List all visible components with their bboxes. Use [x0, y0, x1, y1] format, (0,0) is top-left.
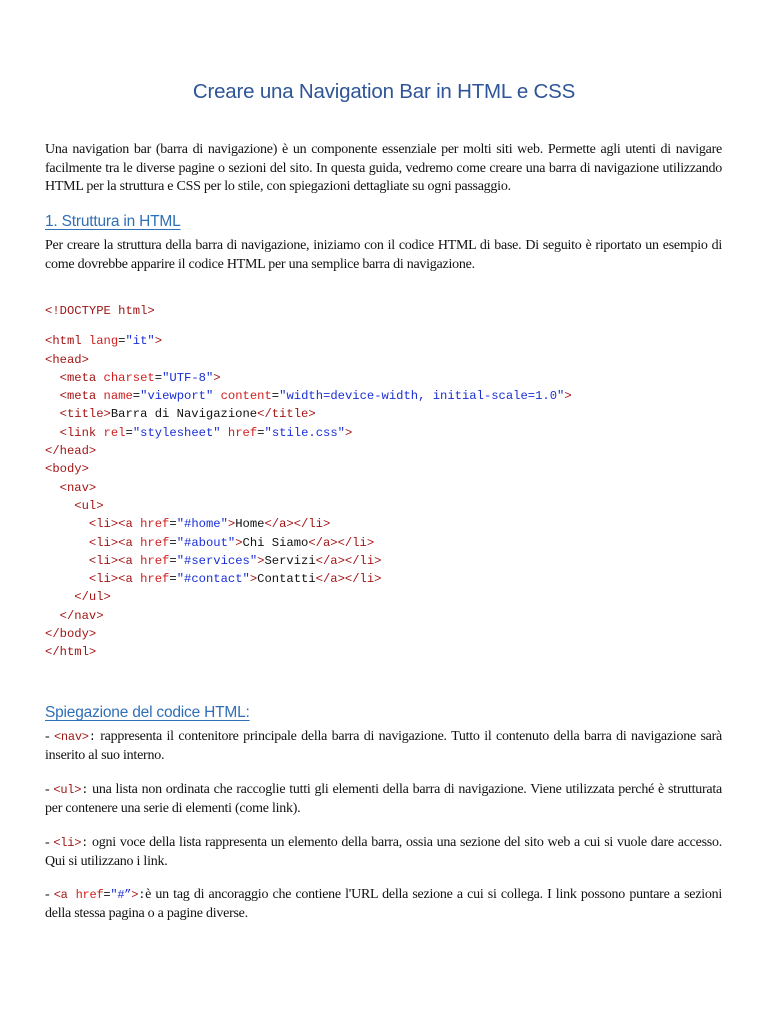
code-line: <li><a href="#services">Servizi</a></li> — [88, 553, 382, 568]
explanation-text: rappresenta il contenitore principale della barra di navigazione. Tutto il contenuto della barra di navigazione sarà inserito al suo interno. — [45, 729, 722, 763]
code-line: <title>Barra di Navigazione</title> — [59, 407, 316, 422]
code-line: <nav> — [59, 480, 97, 495]
code-line: </nav> — [59, 608, 104, 623]
code-line: <li><a href="#home">Home</a></li> — [88, 517, 331, 532]
code-line: <meta name="viewport" content="width=device-width, initial-scale=1.0"> — [59, 389, 572, 404]
code-line: <!DOCTYPE html> — [45, 304, 155, 318]
code-line: <meta charset="UTF-8"> — [59, 370, 221, 385]
code-line: </html> — [45, 645, 97, 660]
page-title: Creare una Navigation Bar in HTML e CSS — [192, 80, 576, 103]
code-line: <ul> — [74, 498, 104, 513]
intro-paragraph: Una navigation bar (barra di navigazione) è un componente essenziale per molti siti web. Permette agli utenti di navigare facilmente tra le diverse pagine o sezioni del sito. In questa guida, vedremo come creare una barra di navigazione utilizzando HTML per la struttura e CSS per lo stile, con spiegazioni dettagliate su ogni passaggio. — [45, 142, 722, 194]
code-line: <link rel="stylesheet" href="stile.css"> — [59, 425, 353, 440]
code-line: </ul> — [74, 590, 111, 605]
explanation-item: - <ul>: una lista non ordinata che raccoglie tutti gli elementi della barra di navigazione. Viene utilizzata perché è strutturata per contenere una serie di elementi (come link). — [45, 782, 722, 816]
code-line: <body> — [45, 462, 89, 477]
inline-code: <ul>: — [53, 783, 89, 797]
code-line: </body> — [45, 627, 97, 642]
inline-code: <a href="#”>: — [53, 888, 146, 902]
code-line: <li><a href="#about">Chi Siamo</a></li> — [88, 535, 375, 550]
explanation-text: una lista non ordinata che raccoglie tutti gli elementi della barra di navigazione. Viene utilizzata perché è strutturata per contenere una serie di elementi (come link). — [45, 782, 722, 816]
explanation-item: - <nav>: rappresenta il contenitore principale della barra di navigazione. Tutto il contenuto della barra di navigazione sarà inserito al suo interno. — [45, 729, 722, 763]
code-line: <html lang="it"> — [45, 334, 163, 349]
code-line: </head> — [45, 444, 97, 459]
section-heading-code-explanation: Spiegazione del codice HTML: — [45, 704, 250, 721]
section-heading-html-structure: 1. Struttura in HTML — [45, 213, 181, 230]
code-line: <head> — [45, 352, 89, 367]
explanation-item: - <li>: ogni voce della lista rappresenta un elemento della barra, ossia una sezione del sito web a cui si vuole dare accesso. Qui si utilizzano i link. — [45, 835, 723, 869]
code-line: <li><a href="#contact">Contatti</a></li> — [88, 572, 382, 587]
code-block — [45, 302, 572, 662]
explanation-text: ogni voce della lista rappresenta un elemento della barra, ossia una sezione del sito web a cui si vuole dare accesso. Qui si utilizzano i link. — [45, 835, 723, 869]
section-intro-paragraph: Per creare la struttura della barra di navigazione, iniziamo con il codice HTML di base. Di seguito è riportato un esempio di come dovrebbe apparire il codice HTML per una semplice barra di navigazione. — [45, 238, 722, 272]
inline-code: <nav>: — [53, 730, 96, 744]
inline-code: <li>: — [53, 836, 89, 850]
explanation-text: è un tag di ancoraggio che contiene l'URL della sezione a cui si collega. I link possono puntare a sezioni della stessa pagina o a pagine diverse. — [45, 887, 722, 921]
explanation-item: - <a href="#”>:è un tag di ancoraggio che contiene l'URL della sezione a cui si collega. I link possono puntare a sezioni della stessa pagina o a pagine diverse. — [45, 887, 722, 921]
code-blank-line — [45, 320, 572, 332]
